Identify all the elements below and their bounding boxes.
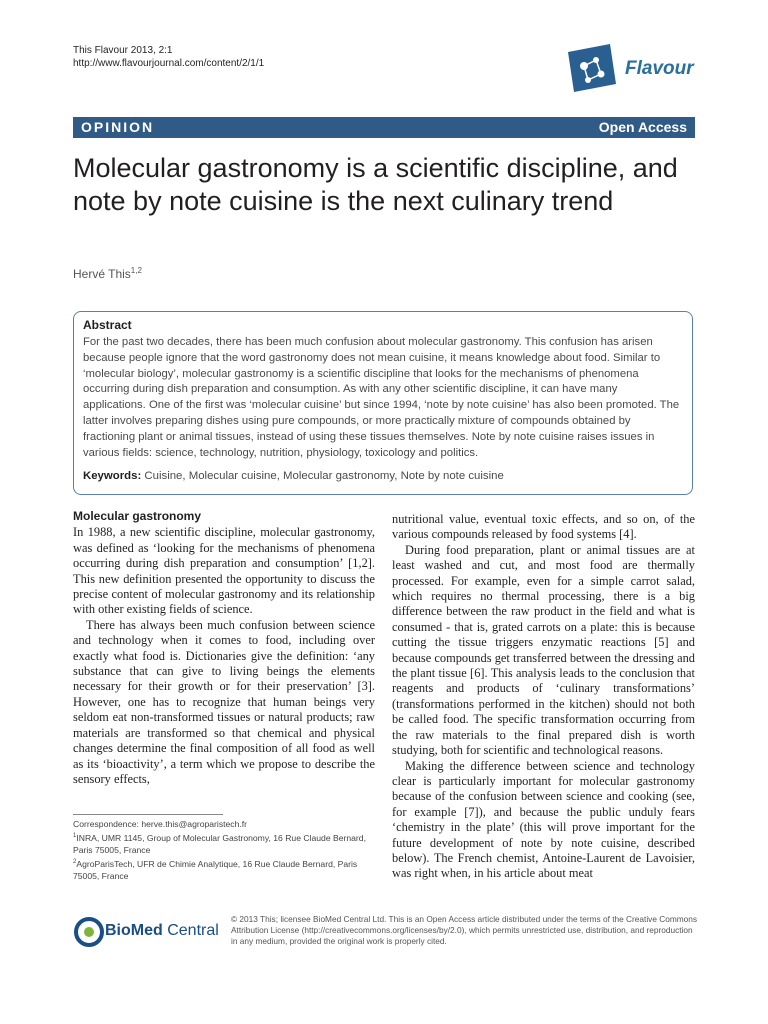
- body-column-right: [392, 512, 695, 882]
- journal-citation: This Flavour 2013, 2:1: [73, 45, 173, 56]
- abstract-text: For the past two decades, there has been much confusion about molecular gastronomy. This confusion has arisen because people ignore that the word gastronomy does not mean cuisine, it means knowledge about food. Similar to ‘molecular biology’, molecular gastronomy is a scientific discipline that looks for the mechanisms of phenomena occurring during dish preparation and consumption. As with any other scientific discipline, it can have many applications. One of the first was ‘molecular cuisine’ but since 1994, ‘note by note cuisine’ has also been promoted. The latter involves preparing dishes using pure compounds, or more practically mixture of compounds obtained by fractioning plant or animal tissues, instead of using these tissues themselves. Note by note cuisine raises issues in various fields: science, technology, nutrition, physiology, toxicology and politics.: [83, 336, 680, 459]
- keywords-list: Cuisine, Molecular cuisine, Molecular gastronomy, Note by note cuisine: [144, 470, 504, 482]
- abstract-box: [73, 311, 693, 495]
- author-name[interactable]: Hervé This: [73, 267, 131, 281]
- author-line: [73, 266, 142, 281]
- paragraph: nutritional value, eventual toxic effects, and so on, of the various compounds released by food systems [4].: [392, 512, 695, 542]
- abstract-heading: Abstract: [83, 318, 132, 332]
- license-text: © 2013 This; licensee BioMed Central Ltd. This is an Open Access article distributed under the terms of the Creative Commons Attribution License (http://creativecommons.org/licenses/by/2.0), which permits unrestricted use, distribution, and reproduction in any medium, provided the original work is properly cited.: [231, 914, 698, 946]
- keywords-label: Keywords:: [83, 470, 142, 482]
- biomed-central-logo-text: BioMed Central: [105, 922, 219, 939]
- footnotes: [73, 818, 373, 882]
- body-column-left: [73, 509, 375, 787]
- paragraph: Making the difference between science and technology clear is particularly important for molecular gastronomy because of the confusion between science and cooking (see, for example [7]), and because the public unduly fears ‘chemistry in the plate’ (this will prove important for the future development of note by note cuisine, described below). The French chemist, Antoine-Laurent de Lavoisier, was right when, in his article about meat: [392, 758, 695, 881]
- affiliation-2: $^2$AgroParisTech, UFR de Chimie Analytique, 16 Rue Claude Bernard, Paris 75005, France: [73, 858, 358, 881]
- correspondence-note[interactable]: Correspondence: herve.this@agroparistech.fr: [73, 819, 248, 829]
- flavour-logo-text: Flavour: [625, 58, 694, 79]
- open-access-label: Open Access: [598, 119, 687, 135]
- affiliation-1: $^1$INRA, UMR 1145, Group of Molecular Gastronomy, 16 Rue Claude Bernard, Paris 75005, France: [73, 832, 366, 855]
- section-bar: [73, 117, 695, 138]
- paragraph: There has always been much confusion between science and technology when it comes to food, including over exactly what food is. Dictionaries give the definition: ‘any substance that can give to living beings the elements necessary for their growth or for their preservation’ [3]. However, one has to recognize that human beings very seldom eat non-transformed tissues or natural products; raw materials are transformed so that chemical and physical changes determine the final composition of all food as well as its ‘bioactivity’, a term which we propose to describe the sensory effects,: [73, 617, 375, 786]
- footnote-rule: [73, 814, 223, 815]
- article-url[interactable]: http://www.flavourjournal.com/content/2/1/1: [73, 58, 265, 69]
- paragraph: During food preparation, plant or animal tissues are at least washed and cut, and most food are thermally processed. For example, even for a simple carrot salad, which requires no thermal processing, there is a big difference between the raw product in the field and what is consumed - that is, grated carrots on a plate: this is because cutting the tissue triggers enzymatic reactions [5] and because compounds get transferred between the dressing and the plant tissue [6]. This analysis leads to the conclusion that reagents and products of ‘culinary transformations’ (transformations performed in the kitchen) should not both be called food. The specific transformation occurring from the raw materials to the final prepared dish is worth studying, both for scientific and technological reasons.: [392, 542, 695, 758]
- article-type-label: OPINION: [81, 119, 155, 135]
- paragraph: In 1988, a new scientific discipline, molecular gastronomy, was defined as ‘looking for the mechanisms of phenomena occurring during dish preparation and consumption’ [1,2]. This new definition presented the opportunity to discuss the precise content of molecular gastronomy and its relationship with other existing fields of science.: [73, 525, 375, 617]
- article-title: Molecular gastronomy is a scientific discipline, and note by note cuisine is the next culinary trend: [73, 153, 678, 216]
- section-heading: Molecular gastronomy: [73, 509, 202, 523]
- keywords-line: [83, 470, 504, 482]
- author-affiliation-marks: 1,2: [130, 266, 142, 275]
